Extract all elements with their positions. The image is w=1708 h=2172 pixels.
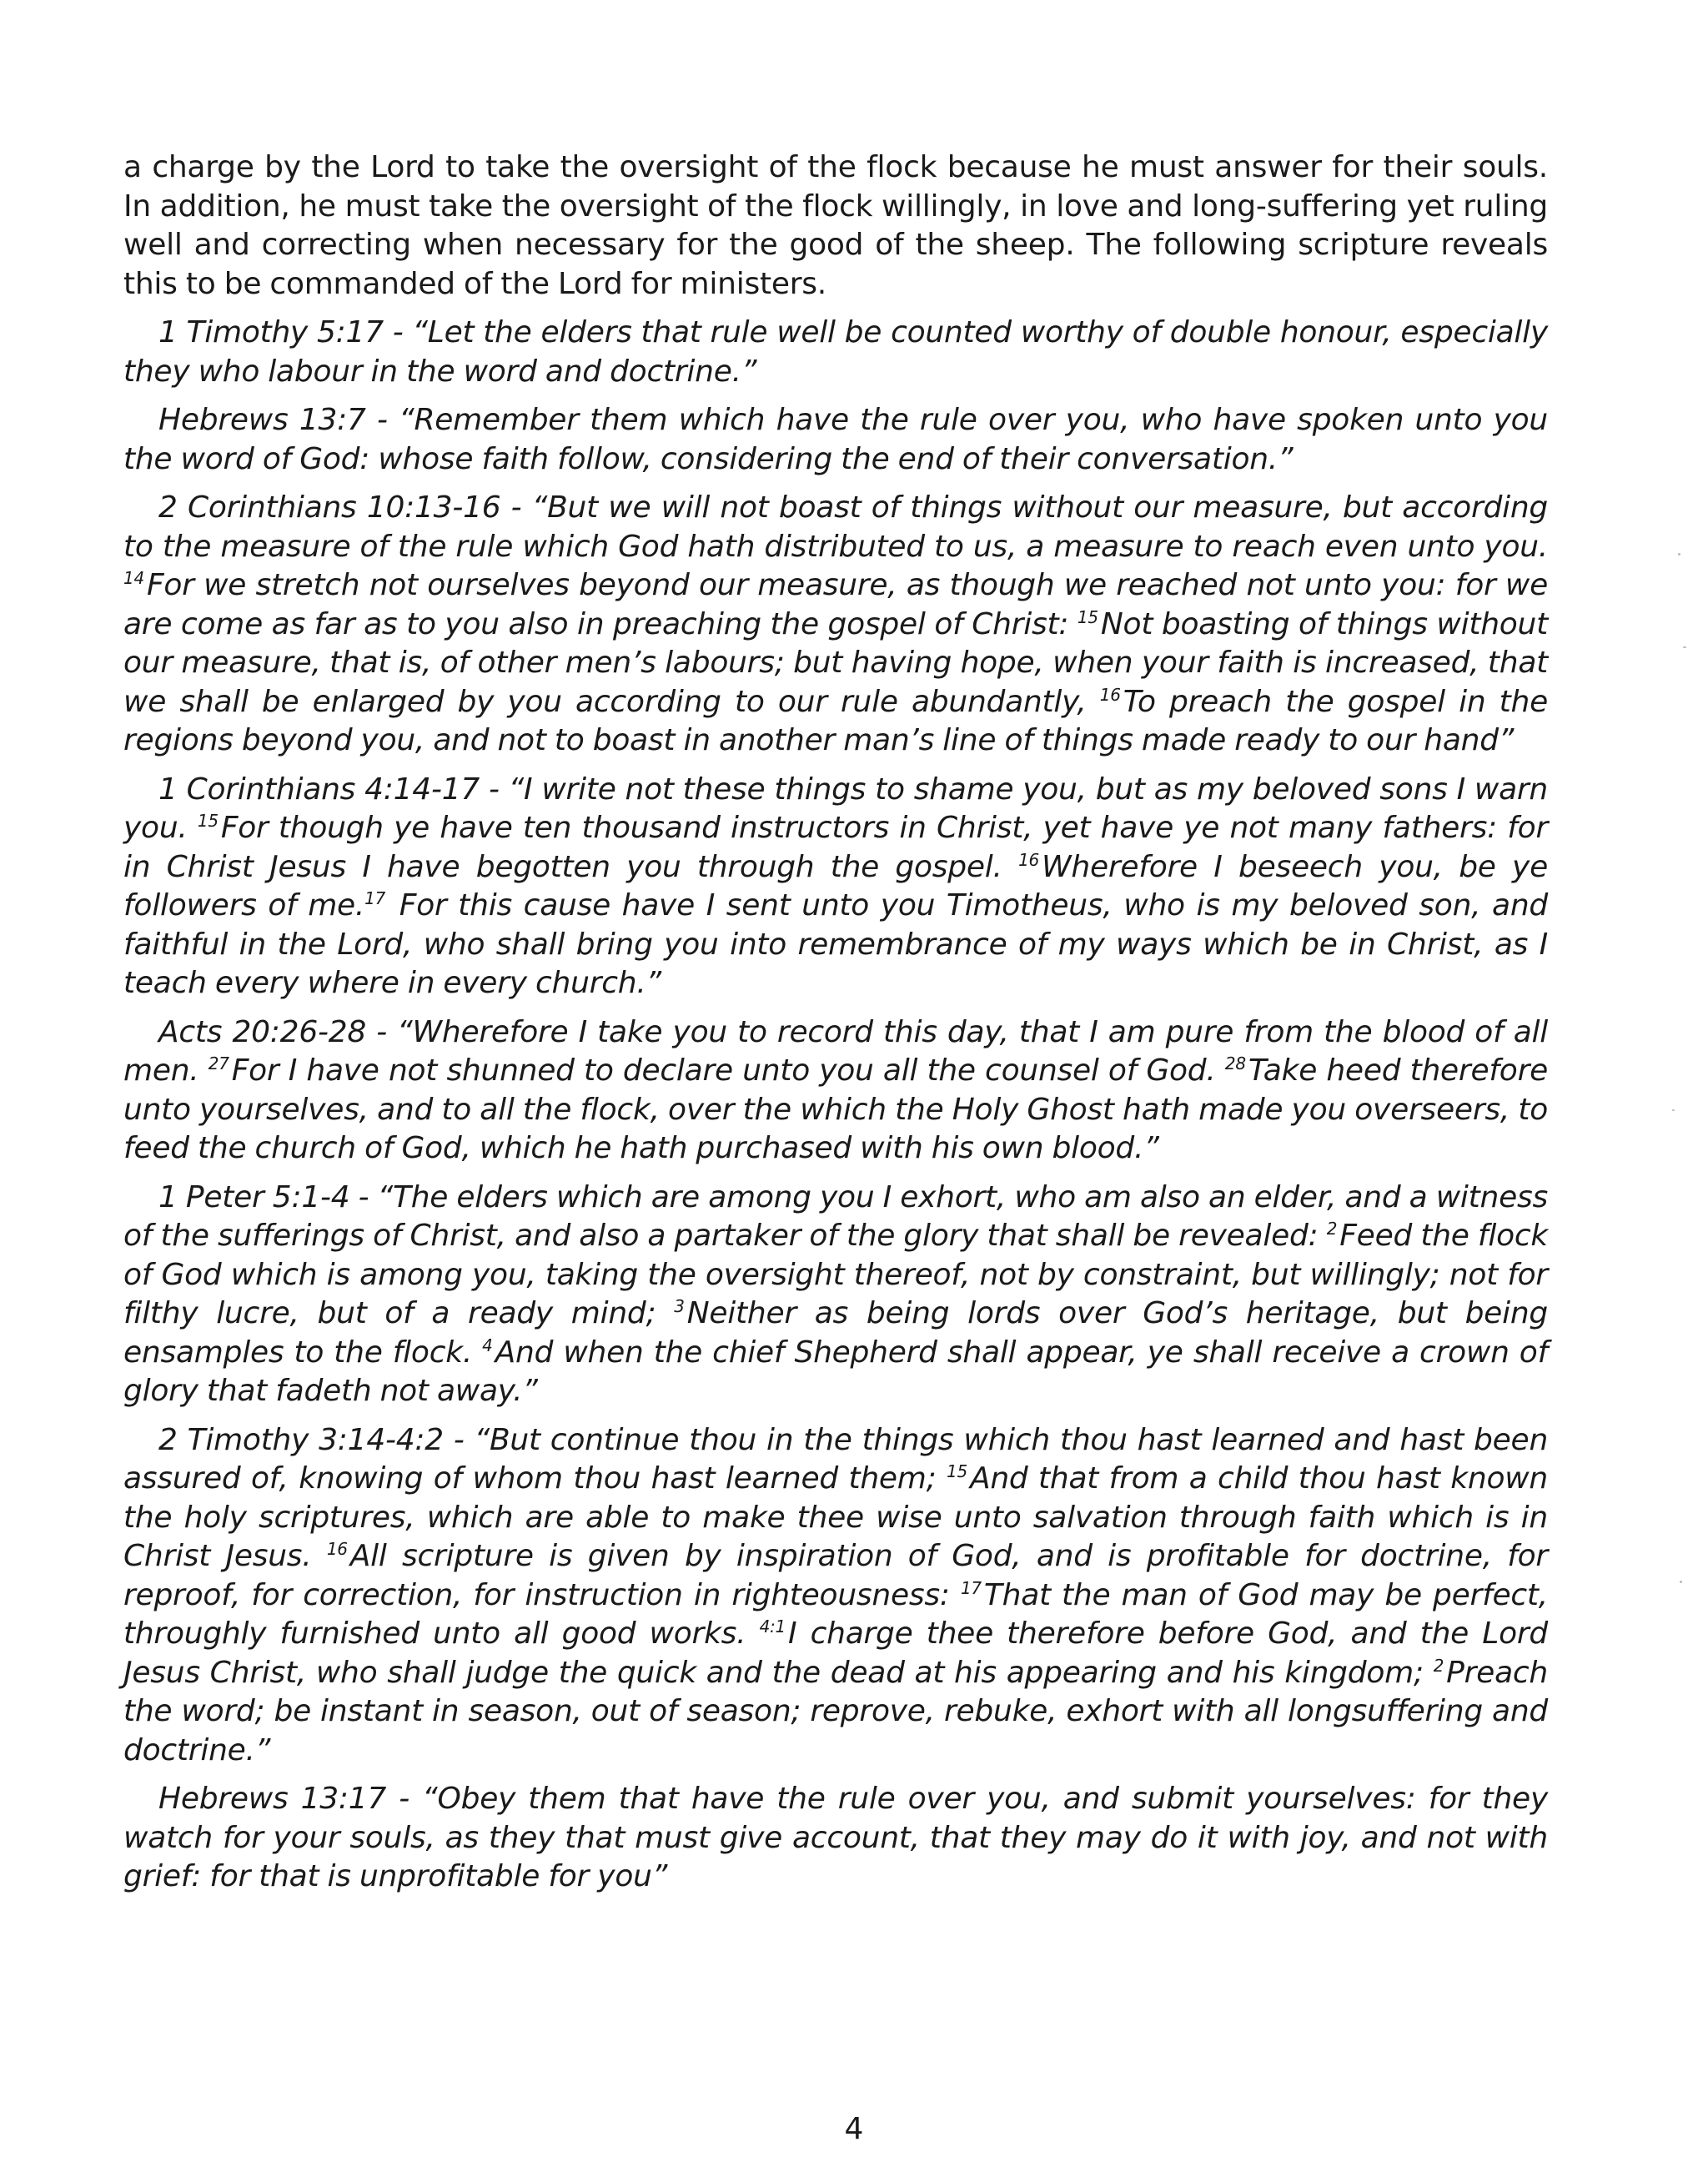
scripture-text: Neither as being lords over God’s heritage, but being ensamples to the flock. — [123, 1296, 1548, 1370]
scripture-reference: 1 Peter 5:1-4 - — [158, 1179, 378, 1214]
scripture-text: For I have not shunned to declare unto you all the counsel of God. — [231, 1053, 1225, 1088]
scripture-quote-2-timothy-3-14-4-2 — [123, 1421, 1548, 1771]
scripture-quote-2-corinthians-10-13-16 — [123, 489, 1548, 761]
scripture-text: All scripture is given by inspiration of God, and is profitable for doctrine, for reproof, for correction, for instruction in righteousness: — [123, 1539, 1548, 1612]
scripture-text: To preach the gospel in the regions beyond you, and not to boast in another man’s line of things made ready to our hand” — [123, 684, 1548, 757]
verse-number: 17 — [960, 1577, 982, 1598]
scripture-text: I charge thee therefore before God, and the Lord Jesus Christ, who shall judge the quick and the dead at his appearing and his kingdom; — [123, 1616, 1548, 1690]
intro-paragraph: a charge by the Lord to take the oversight of the flock because he must answer for their souls. In addition, he must take the oversight of the flock willingly, in love and long-suffering yet ruling well and correcting when necessary for the good of the sheep. The following scripture reveals this to be commanded of the Lord for ministers. — [123, 150, 1548, 301]
scripture-text: And when the chief Shepherd shall appear, ye shall receive a crown of glory that fadeth not away.” — [123, 1335, 1548, 1408]
scripture-text: “Obey them that have the rule over you, and submit yourselves: for they watch for your souls, as they that must give account, that they may do it with joy, and not with grief: for that is unprofitable for you” — [123, 1782, 1549, 1893]
scripture-reference: 1 Corinthians 4:14-17 - — [158, 772, 509, 807]
scripture-quote-acts-20-26-28 — [123, 1013, 1548, 1169]
scripture-reference: 1 Timothy 5:17 - — [158, 315, 413, 349]
scripture-quote-1-timothy-5-17 — [123, 314, 1548, 391]
verse-number: 15 — [947, 1461, 967, 1481]
scripture-text: For though ye have ten thousand instructors in Christ, yet have ye not many fathers: for in Christ Jesus I have begotten you through the gospel. — [123, 811, 1548, 884]
scripture-text: Preach the word; be instant in season, out of season; reprove, rebuke, exhort with all longsuffering and doctrine.” — [123, 1655, 1548, 1767]
verse-number: 16 — [1018, 849, 1040, 870]
scripture-quote-hebrews-13-7 — [123, 401, 1548, 479]
scripture-text: For we stretch not ourselves beyond our measure, as though we reached not unto you: for we are come as far as to you also in preaching the gospel of Christ: — [123, 568, 1548, 641]
scripture-reference: 2 Timothy 3:14-4:2 - — [158, 1422, 475, 1457]
page-number: 4 — [844, 2112, 864, 2146]
verse-number: 17 — [364, 888, 386, 908]
scripture-reference: 2 Corinthians 10:13-16 - — [158, 490, 532, 525]
verse-number: 4 — [482, 1335, 493, 1355]
scripture-text: “Let the elders that rule well be counted worthy of double honour, especially they who labour in the word and doctrine.” — [123, 315, 1548, 389]
scripture-quote-1-corinthians-4-14-17 — [123, 771, 1548, 1003]
scan-speck — [1683, 646, 1686, 648]
verse-number: 3 — [674, 1296, 685, 1316]
scripture-text: Feed the flock of God which is among you, taking the oversight thereof, not by constraint, but willingly; not for filthy lucre, but of a ready mind; — [123, 1219, 1548, 1330]
scripture-quote-hebrews-13-17 — [123, 1780, 1548, 1897]
scripture-quote-1-peter-5-1-4 — [123, 1179, 1548, 1411]
verse-number: 15 — [197, 811, 219, 831]
scripture-text: For this cause have I sent unto you Timotheus, who is my beloved son, and faithful in the Lord, who shall bring you into remembrance of my ways which be in Christ, as I teach every where in every church.” — [123, 888, 1548, 1000]
page-body — [123, 148, 1548, 1897]
scripture-text: “But continue thou in the things which thou hast learned and hast been assured of, knowing of whom thou hast learned them; — [123, 1422, 1549, 1496]
verse-number: 14 — [123, 568, 144, 588]
verse-number: 2 — [1326, 1219, 1338, 1239]
verse-number: 27 — [208, 1053, 229, 1073]
scripture-text: “Wherefore I take you to record this day, that I am pure from the blood of all men. — [123, 1014, 1549, 1088]
scripture-text: Not boasting of things without our measure, that is, of other men’s labours; but having hope, when your faith is increased, that we shall be enlarged by you according to our rule abundantly, — [123, 606, 1548, 719]
verse-number: 16 — [326, 1539, 348, 1559]
verse-number: 4:1 — [759, 1616, 786, 1637]
verse-number: 2 — [1433, 1655, 1444, 1676]
verse-number: 28 — [1224, 1053, 1246, 1073]
verse-number: 16 — [1099, 684, 1121, 705]
scan-speck — [1678, 553, 1680, 556]
scripture-text: That the man of God may be perfect, throughly furnished unto all good works. — [123, 1577, 1548, 1651]
scripture-text: “Remember them which have the rule over you, who have spoken unto you the word of God: whose faith follow, considering the end of their conversation.” — [123, 403, 1548, 476]
scripture-text: “But we will not boast of things without our measure, but according to the measure of the rule which God hath distributed to us, a measure to reach even unto you. — [123, 490, 1549, 564]
scripture-reference: Hebrews 13:17 - — [158, 1782, 423, 1816]
scripture-text: Take heed therefore unto yourselves, and to all the flock, over the which the Holy Ghost hath made you overseers, to feed the church of God, which he hath purchased with his own blood.” — [123, 1053, 1549, 1165]
scripture-reference: Hebrews 13:7 - — [158, 403, 399, 437]
scripture-text: And that from a child thou hast known the holy scriptures, which are able to make thee wise unto salvation through faith which is in Christ Jesus. — [123, 1461, 1548, 1573]
verse-number: 15 — [1077, 606, 1098, 627]
scripture-text: “The elders which are among you I exhort, who am also an elder, and a witness of the sufferings of Christ, and also a partaker of the glory that shall be revealed: — [123, 1179, 1549, 1253]
scripture-text: Wherefore I beseech you, be ye followers of me. — [123, 849, 1548, 923]
scan-speck — [1672, 1109, 1675, 1111]
scripture-reference: Acts 20:26-28 - — [158, 1014, 398, 1049]
scan-speck — [1680, 1581, 1682, 1583]
scripture-text: “I write not these things to shame you, but as my beloved sons I warn you. — [123, 772, 1549, 845]
